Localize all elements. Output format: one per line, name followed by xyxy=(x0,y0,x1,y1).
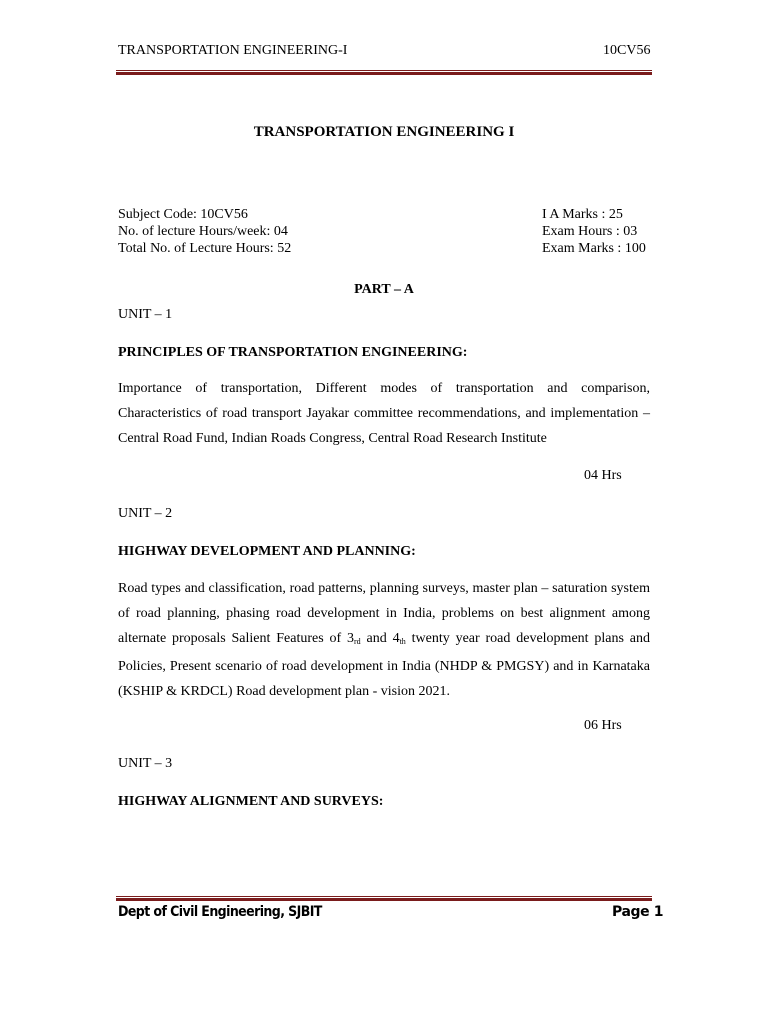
ia-marks: I A Marks : 25 xyxy=(542,207,623,222)
document-title: TRANSPORTATION ENGINEERING I xyxy=(253,124,515,140)
subject-code: Subject Code: 10CV56 xyxy=(118,207,248,222)
lecture-hours-week: No. of lecture Hours/week: 04 xyxy=(118,224,288,239)
unit-2-body-text: Road types and classification, road patterns, planning surveys, master plan – saturation system of road planning, phasing road development in India, problems on best alignment among alternate proposals Salient Features of $3_{rd}$ and $4_{th}$ twenty year road development plans and Policies, Present scenario of road development in India (NHDP & PMGSY) and in Karnataka (KSHIP & KRDCL) Road development plan - vision 2021. xyxy=(118,581,650,699)
unit-2-hours: 06 Hrs xyxy=(584,718,622,733)
footer-rule xyxy=(116,896,652,901)
course-meta-left xyxy=(118,206,291,257)
page-number: Page 1 xyxy=(612,904,664,920)
total-lecture-hours: Total No. of Lecture Hours: 52 xyxy=(118,241,292,256)
unit-2-body xyxy=(118,576,650,704)
exam-marks: Exam Marks : 100 xyxy=(542,241,646,256)
unit-1-body-text: Importance of transportation, Different modes of transportation and comparison, Characteristics of road transport Jayakar committee recommendations, and implementation – Central Road Fund, Indian Roads Congress, Central Road Research Institute xyxy=(118,381,650,446)
ordinal-suffix: th xyxy=(399,637,406,646)
ordinal-suffix: rd xyxy=(354,637,361,646)
unit-1-heading: PRINCIPLES OF TRANSPORTATION ENGINEERING: xyxy=(118,345,468,360)
header-course-code: 10CV56 xyxy=(603,43,651,58)
header-course-title: TRANSPORTATION ENGINEERING-I xyxy=(118,43,348,58)
unit-2-heading: HIGHWAY DEVELOPMENT AND PLANNING: xyxy=(118,544,416,559)
unit-1-hours: 04 Hrs xyxy=(584,468,622,483)
part-heading: PART – A xyxy=(354,282,414,297)
course-meta-right xyxy=(542,206,646,257)
unit-3-label: UNIT – 3 xyxy=(118,756,173,771)
footer-department: Dept of Civil Engineering, SJBIT xyxy=(118,904,322,920)
unit-1-label: UNIT – 1 xyxy=(118,307,173,322)
unit-2-label: UNIT – 2 xyxy=(118,506,173,521)
exam-hours: Exam Hours : 03 xyxy=(542,224,638,239)
unit-3-heading: HIGHWAY ALIGNMENT AND SURVEYS: xyxy=(118,794,384,809)
unit-1-body xyxy=(118,376,650,451)
header-rule xyxy=(116,70,652,75)
